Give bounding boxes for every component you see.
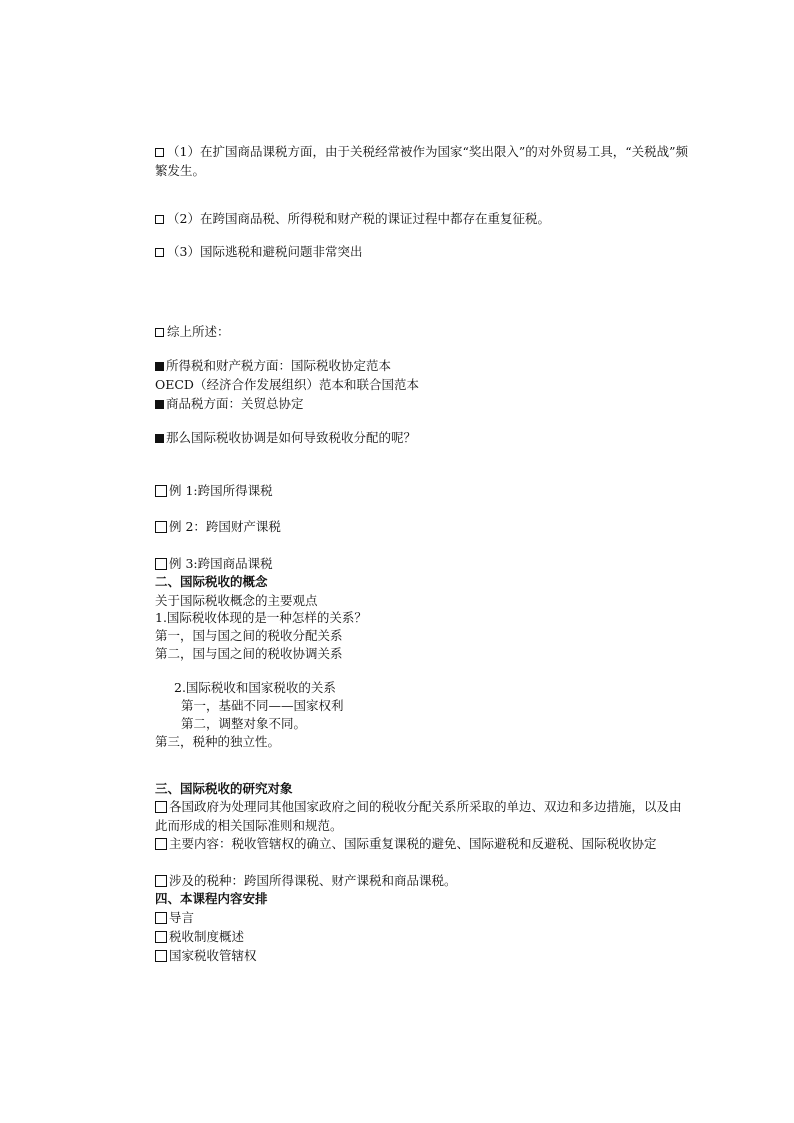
section2-line: 第一，国与国之间的税收分配关系 bbox=[155, 628, 343, 643]
checkbox-icon bbox=[155, 485, 167, 497]
summary-line: 所得税和财产税方面：国际税收协定范本 bbox=[155, 356, 391, 375]
section4-item: 导言 bbox=[155, 908, 194, 927]
bullet-square-icon bbox=[155, 434, 164, 443]
section3-title: 三、国际税收的研究对象 bbox=[155, 781, 293, 796]
section2-line: 第二，国与国之间的税收协调关系 bbox=[155, 646, 343, 661]
list-item: （3）国际逃税和避税问题非常突出 bbox=[155, 242, 362, 261]
section2-subline: 第二，调整对象不同。 bbox=[181, 716, 307, 731]
summary-line: 商品税方面：关贸总协定 bbox=[155, 394, 304, 413]
checkbox-icon bbox=[155, 875, 167, 887]
example-item: 例 3:跨国商品课税 bbox=[155, 554, 273, 573]
summary-line: OECD（经济合作发展组织）范本和联合国范本 bbox=[155, 377, 419, 392]
checkbox-icon bbox=[155, 801, 167, 813]
example-item: 例 1:跨国所得课税 bbox=[155, 481, 273, 500]
checkbox-icon bbox=[155, 215, 164, 224]
section2-line: 关于国际税收概念的主要观点 bbox=[155, 593, 318, 608]
checkbox-icon bbox=[155, 148, 164, 157]
list-item: （2）在跨国商品税、所得税和财产税的课证过程中都存在重复征税。 bbox=[155, 209, 550, 228]
bullet-square-icon bbox=[155, 362, 164, 371]
section2-line: 1.国际税收体现的是一种怎样的关系？ bbox=[155, 610, 367, 625]
summary-heading: 综上所述： bbox=[155, 322, 230, 341]
question-line: 那么国际税收协调是如何导致税收分配的呢？ bbox=[155, 428, 416, 447]
section2-title: 二、国际税收的概念 bbox=[155, 574, 268, 589]
checkbox-icon bbox=[155, 248, 164, 257]
section3-item: 主要内容：税收管辖权的确立、国际重复课税的避免、国际避税和反避税、国际税收协定 bbox=[155, 834, 690, 853]
section4-item: 国家税收管辖权 bbox=[155, 946, 257, 965]
checkbox-icon bbox=[155, 558, 167, 570]
bullet-square-icon bbox=[155, 400, 164, 409]
section3-item: 各国政府为处理同其他国家政府之间的税收分配关系所采取的单边、双边和多边措施，以及由此而形成的相关国际准则和规范。 bbox=[155, 799, 682, 833]
section3-item: 涉及的税种：跨国所得课税、财产课税和商品课税。 bbox=[155, 871, 457, 890]
checkbox-icon bbox=[155, 838, 167, 850]
checkbox-icon bbox=[155, 521, 167, 533]
list-item: （1）在扩国商品课税方面，由于关税经常被作为国家“奖出限入”的对外贸易工具，“关税战”频繁发生。 bbox=[155, 144, 689, 178]
section4-title: 四、本课程内容安排 bbox=[155, 891, 268, 906]
checkbox-icon bbox=[155, 328, 164, 337]
section2-subtitle: 2.国际税收和国家税收的关系 bbox=[174, 680, 336, 695]
checkbox-icon bbox=[155, 950, 167, 962]
checkbox-icon bbox=[155, 931, 167, 943]
section2-subline: 第一，基础不同——国家权利 bbox=[181, 698, 344, 713]
example-item: 例 2：跨国财产课税 bbox=[155, 517, 281, 536]
section2-line: 第三，税种的独立性。 bbox=[155, 734, 281, 749]
checkbox-icon bbox=[155, 912, 167, 924]
section4-item: 税收制度概述 bbox=[155, 927, 244, 946]
